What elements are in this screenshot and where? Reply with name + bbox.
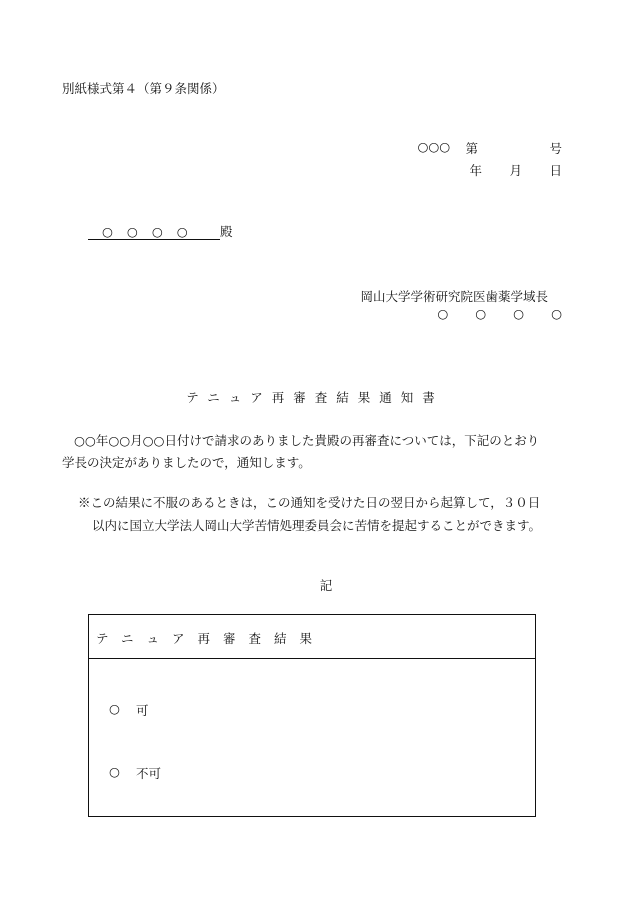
document-title: テニュア再審査結果通知書: [186, 390, 444, 405]
option-label: 可: [136, 703, 149, 718]
date-month: 月: [509, 163, 522, 178]
result-option-approve: [109, 701, 149, 719]
sender-name: ○○○○: [437, 306, 589, 321]
sender-title: 岡山大学学術研究院医歯薬学域長: [360, 289, 548, 304]
appeal-note: ※この結果に不服のあるときは，この通知を受けた日の翌日から起算して，３０日以内に国立大学法人岡山大学苦情処理委員会に苦情を提起することができます。: [78, 495, 542, 533]
addressee-honorific: 殿: [220, 224, 233, 239]
document-number-prefix: 第: [465, 141, 478, 156]
addressee: [88, 222, 233, 240]
document-number-suffix: 号: [549, 141, 562, 156]
option-circle: ○: [109, 701, 120, 716]
document-number-org: ○○○: [417, 139, 451, 154]
form-reference: 別紙様式第４（第９条関係）: [62, 81, 225, 96]
ki-heading: 記: [319, 578, 333, 593]
option-label: 不可: [136, 766, 162, 781]
document-number: [417, 139, 562, 157]
result-box: [88, 614, 536, 817]
result-option-reject: [109, 764, 161, 782]
option-circle: ○: [109, 764, 120, 779]
addressee-name: ○○○○: [88, 224, 220, 240]
body-paragraph: ○○年○○月○○日付けで請求のありました貴殿の再審査については，下記のとおり学長の決定がありましたので，通知します。: [62, 433, 540, 470]
document-date: [469, 161, 562, 179]
result-box-heading: テニュア再審査結果: [89, 615, 535, 659]
date-day: 日: [549, 163, 562, 178]
date-year: 年: [469, 163, 482, 178]
